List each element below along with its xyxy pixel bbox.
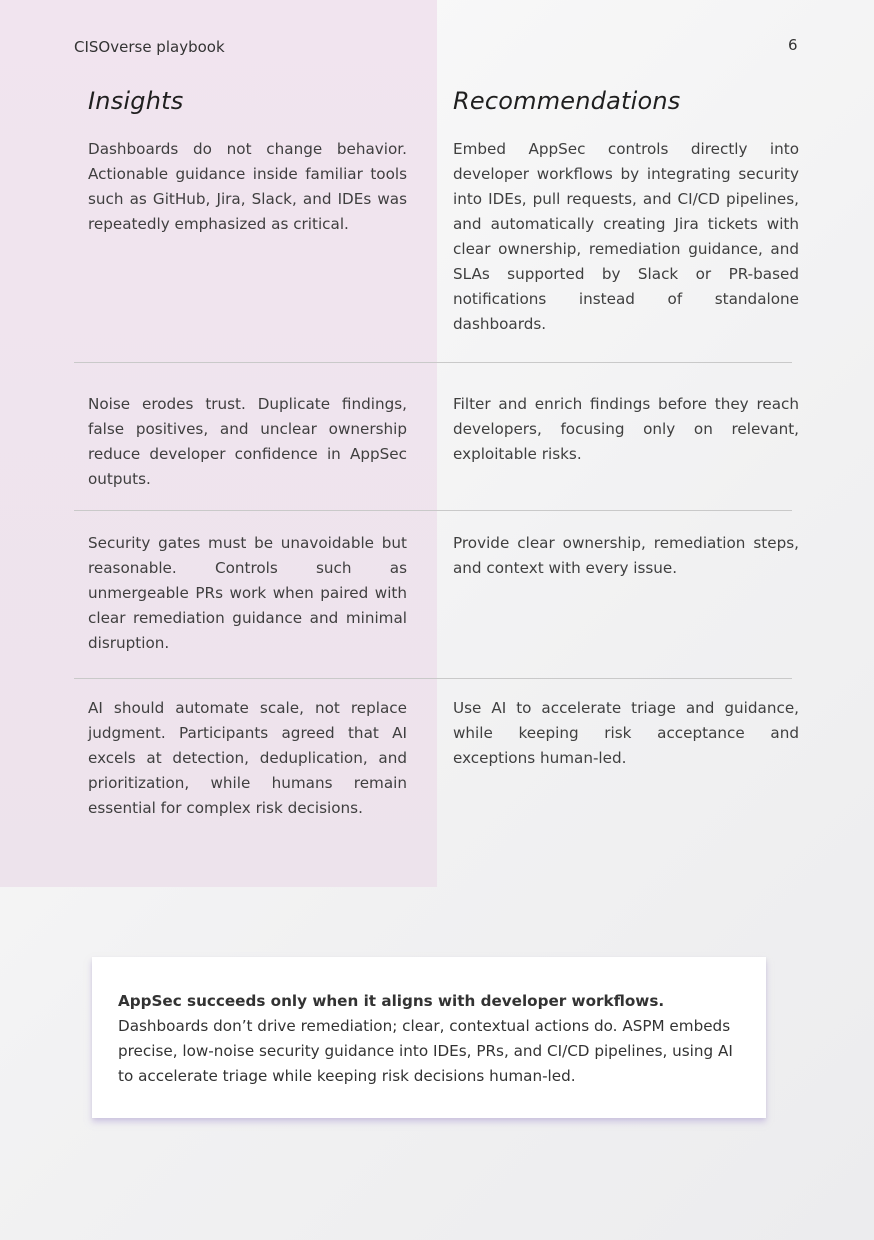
callout-title: AppSec succeeds only when it aligns with developer workflows. (118, 992, 665, 1010)
recommendation-4: Use AI to accelerate triage and guidance, while keeping risk acceptance and exceptions human-led. (453, 699, 799, 767)
recommendations-heading: Recommendations (453, 87, 681, 115)
row-divider (74, 510, 792, 511)
insight-3: Security gates must be unavoidable but reasonable. Controls such as unmergeable PRs work when paired with clear remediation guidance and minimal disruption. (88, 534, 407, 652)
document-title: CISOverse playbook (74, 38, 225, 56)
insight-1: Dashboards do not change behavior. Actionable guidance inside familiar tools such as GitHub, Jira, Slack, and IDEs was repeatedly emphasized as critical. (88, 140, 407, 233)
insight-4: AI should automate scale, not replace judgment. Participants agreed that AI excels at detection, deduplication, and prioritization, while humans remain essential for complex risk decisions. (88, 699, 407, 817)
summary-callout (92, 957, 766, 1118)
callout-body: Dashboards don’t drive remediation; clear, contextual actions do. ASPM embeds precise, low-noise security guidance into IDEs, PRs, and CI/CD pipelines, using AI to accelerate triage while keeping risk decisions human-led. (118, 1017, 733, 1085)
recommendation-1: Embed AppSec controls directly into developer workflows by integrating security into IDEs, pull requests, and CI/CD pipelines, and automatically creating Jira tickets with clear ownership, remediation guidance, and SLAs supported by Slack or PR-based notifications instead of standalone dashboards. (453, 140, 799, 333)
row-divider (74, 678, 792, 679)
recommendation-2: Filter and enrich findings before they reach developers, focusing only on relevant, exploitable risks. (453, 395, 799, 463)
insights-heading: Insights (88, 87, 184, 115)
page-number: 6 (788, 36, 798, 54)
recommendation-3: Provide clear ownership, remediation steps, and context with every issue. (453, 534, 799, 577)
insight-2: Noise erodes trust. Duplicate findings, false positives, and unclear ownership reduce developer confidence in AppSec outputs. (88, 395, 407, 488)
row-divider (74, 362, 792, 363)
